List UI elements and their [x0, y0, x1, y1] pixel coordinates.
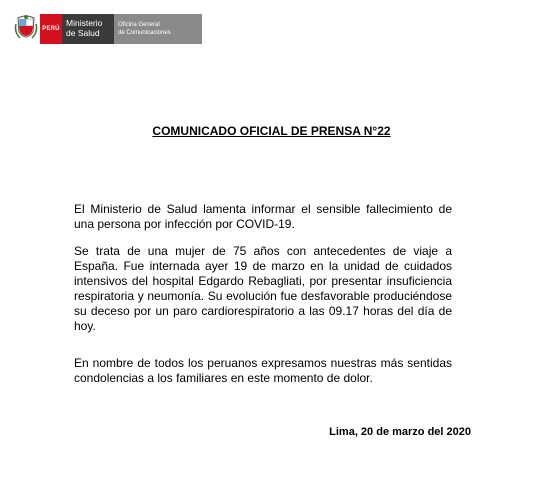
paragraph-announcement: El Ministerio de Salud lamenta informar el sensible fallecimiento de una persona por infección por COVID-19. [74, 202, 452, 231]
peru-label: PERÚ [40, 14, 62, 44]
office-name [114, 14, 202, 44]
peru-coat-of-arms-icon [14, 14, 38, 44]
press-release-title: COMUNICADO OFICIAL DE PRENSA N°22 [152, 124, 391, 138]
office-name-line-1: Oficina General [118, 22, 160, 28]
ministry-name-line-1: Ministerio [66, 18, 103, 28]
paragraph-case-details: Se trata de una mujer de 75 años con antecedentes de viaje a España. Fue internada ayer 19 de marzo en la unidad de cuidados intensivos del hospital Edgardo Rebagliati, por presentar insuficiencia respiratoria y neumonía. Su evolución fue desfavorable produciéndose su deceso por un paro cardiorespiratorio a las 09.17 horas del día de hoy. [74, 244, 452, 333]
office-name-line-2: de Comunicaciones [118, 30, 171, 36]
ministry-header [14, 14, 202, 44]
paragraph-condolences: En nombre de todos los peruanos expresamos nuestras más sentidas condolencias a los familiares en este momento de dolor. [74, 356, 452, 385]
date-line: Lima, 20 de marzo del 2020 [329, 426, 471, 438]
ministry-name-line-2: de Salud [66, 28, 100, 38]
ministry-name [62, 14, 114, 44]
